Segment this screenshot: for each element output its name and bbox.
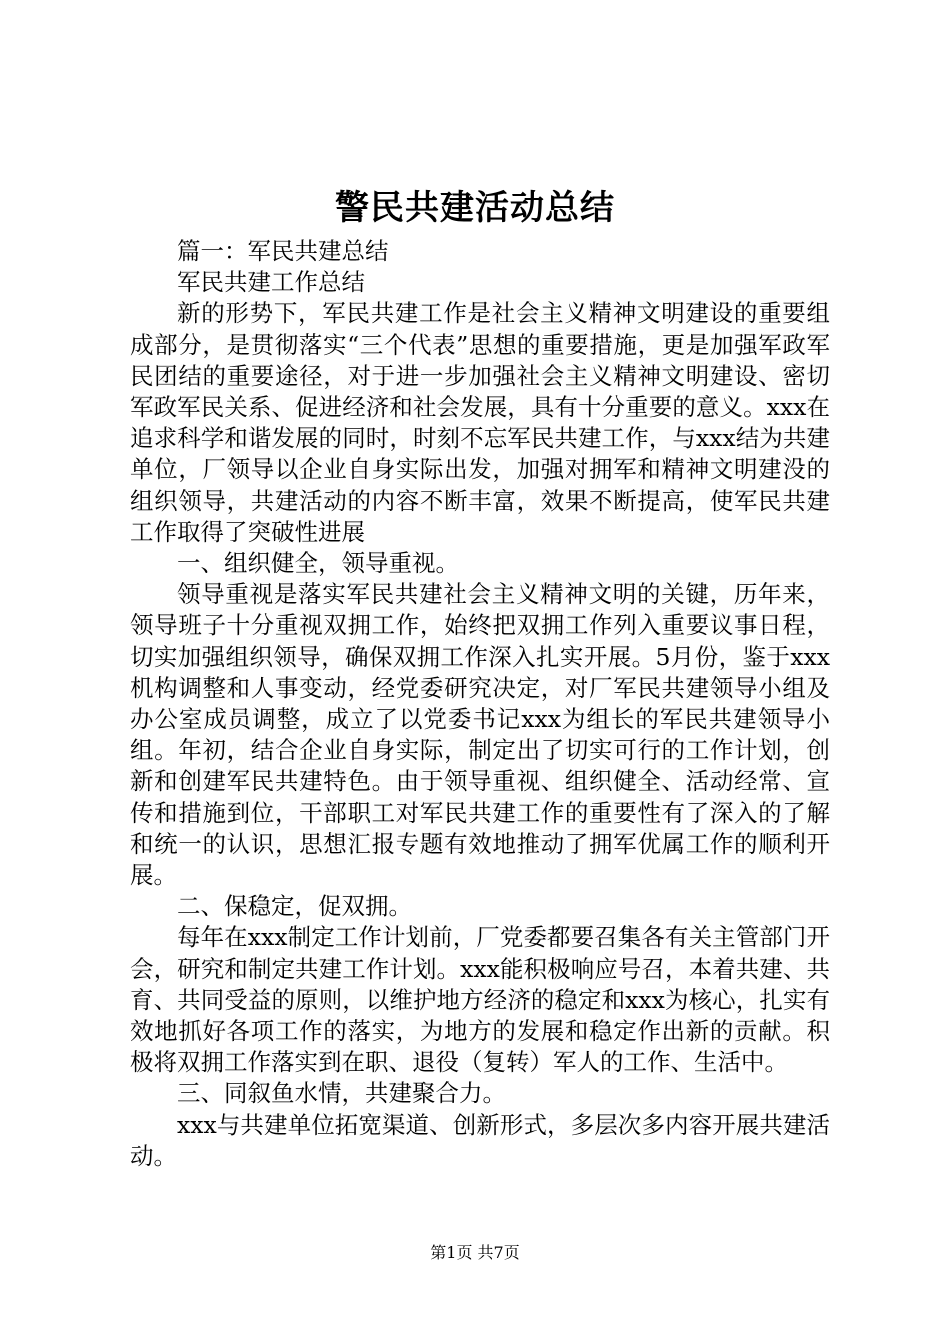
paragraph: xxx与共建单位拓宽渠道、创新形式，多层次多内容开展共建活动。 [130,1110,830,1170]
document-title: 警民共建活动总结 [335,188,615,228]
document-body [130,236,830,1172]
section-heading: 二、保稳定，促双拥。 [177,892,412,921]
page-footer: 第1页 共7页 [430,1243,520,1262]
section-heading: 篇一：军民共建总结 [177,237,389,265]
section-heading: 一、组织健全，领导重视。 [177,549,459,578]
paragraph: 领导重视是落实军民共建社会主义精神文明的关键，历年来，领导班子十分重视双拥工作，始终把双拥工作列入重要议事日程，切实加强组织领导，确保双拥工作深入扎实开展。5月份，鉴于xxx机构调整和人事变动，经党委研究决定，对厂军民共建领导小组及办公室成员调整，成立了以党委书记xxx为组长的军民共建领导小组。年初，结合企业自身实际，制定出了切实可行的工作计划，创新和创建军民共建特色。由于领导重视、组织健全、活动经常、宣传和措施到位，干部职工对军民共建工作的重要性有了深入的了解和统一的认识，思想汇报专题有效地推动了拥军优属工作的顺利开展。 [130,580,830,890]
paragraph: 新的形势下，军民共建工作是社会主义精神文明建设的重要组成部分，是贯彻落实“三个代表”思想的重要措施，更是加强军政军民团结的重要途径，对于进一步加强社会主义精神文明建设、密切军政军民关系、促进经济和社会发展，具有十分重要的意义。xxx在追求科学和谐发展的同时，时刻不忘军民共建工作，与xxx结为共建单位，厂领导以企业自身实际出发，加强对拥军和精神文明建没的组织领导，共建活动的内容不断丰富，效果不断提高，使军民共建工作取得了突破性进展 [130,299,830,546]
subtitle: 军民共建工作总结 [177,268,365,297]
paragraph: 每年在xxx制定工作计划前，厂党委都要召集各有关主管部门开会，研究和制定共建工作计划。xxx能积极响应号召，本着共建、共育、共同受益的原则，以维护地方经济的稳定和xxx为核心，扎实有效地抓好各项工作的落实，为地方的发展和稳定作出新的贡献。积极将双拥工作落实到在职、退役（复转）军人的工作、生活中。 [130,923,830,1077]
section-heading: 三、同叙鱼水情，共建聚合力。 [177,1079,506,1108]
